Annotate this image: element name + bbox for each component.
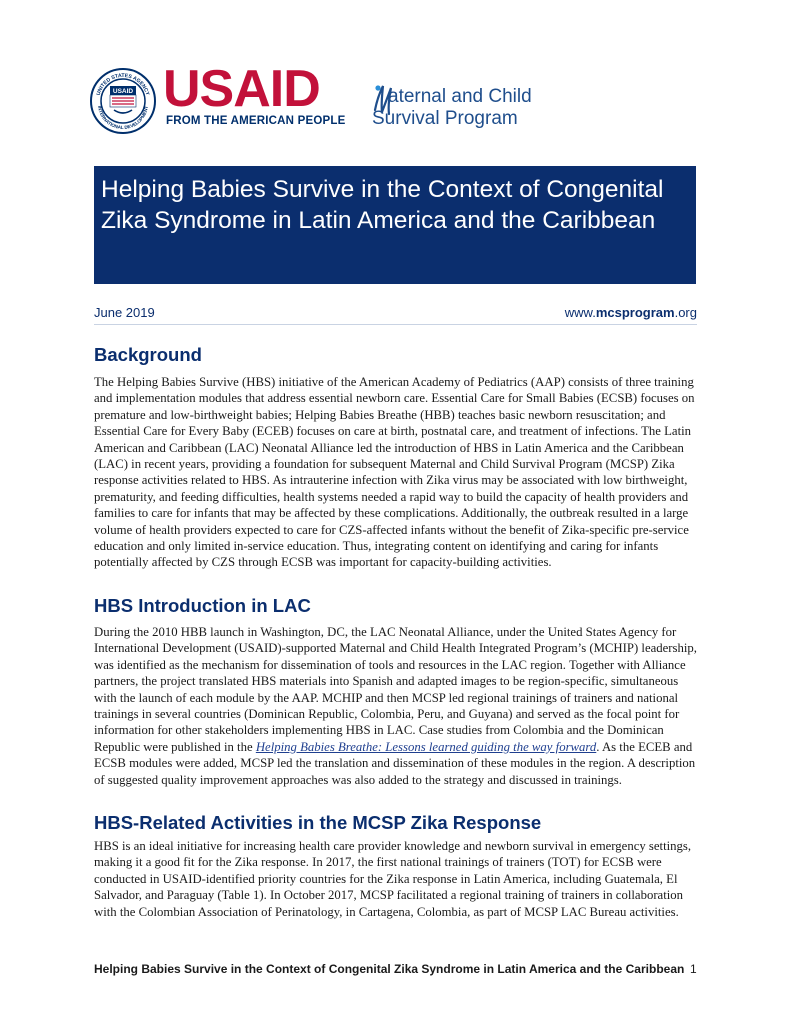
url-suffix: .org (674, 305, 697, 320)
page-number: 1 (690, 962, 697, 976)
svg-text:INTERNATIONAL DEVELOPMENT: INTERNATIONAL DEVELOPMENT (97, 105, 149, 131)
hbb-lessons-link[interactable]: Helping Babies Breathe: Lessons learned guiding the way forward (255, 739, 597, 754)
hbs-introduction-paragraph (94, 624, 699, 788)
divider (94, 324, 697, 325)
section-heading-hbs-introduction: HBS Introduction in LAC (94, 595, 311, 616)
svg-text:USAID: USAID (112, 88, 134, 95)
zika-response-paragraph: HBS is an ideal initiative for increasing health care provider knowledge and newborn survival in emergency settings, making it a good fit for the Zika response. In 2017, the first national trainings of trainers (TOT) for ECSB were conducted in USAID-identified priority countries for the Zika response in Latin America, including Guatemala, El Salvador, and Paraguay (Table 1). In October 2017, MCSP facilitated a regional training of trainers in collaboration with the Colombian Association of Perinatology, in Cartagena, Colombia, as part of MCSP LAC Bureau activities. (94, 839, 692, 919)
section-heading-zika-response: HBS-Related Activities in the MCSP Zika Response (94, 812, 542, 833)
footer-title: Helping Babies Survive in the Context of Congenital Zika Syndrome in Latin America and the Caribbean (94, 962, 685, 976)
mcsp-name-line2: Survival Program (372, 108, 518, 129)
usaid-seal-logo (90, 68, 156, 134)
publication-date: June 2019 (94, 305, 155, 320)
background-paragraph: The Helping Babies Survive (HBS) initiative of the American Academy of Pediatrics (AAP) consists of three training and implementation modules that address essential newborn care. Essential Care for Small Babies (ECSB) focuses on premature and low-birthweight babies; Helping Babies Breathe (HBB) teaches basic newborn resuscitation; and Essential Care for Every Baby (ECEB) focuses on care at birth, postnatal care, and treatment of infections. The Latin American and Caribbean (LAC) Neonatal Alliance led the introduction of HBS in Latin America and the Caribbean (LAC) in recent years, providing a foundation for subsequent Maternal and Child Survival Program (MCSP) Zika response activities related to HBS. As intrauterine infection with Zika virus may be associated with low birthweight, prematurity, and feeding difficulties, health systems needed a rapid way to build the capacity of health providers and families to care for infants that may be affected by these complications. Additionally, the outbreak resulted in a large volume of health providers expected to care for CZS-affected infants without the benefit of Zika-specific pre-service education and only limited in-service education. Thus, integrating content on identifying and caring for infants potentially affected by CZS through ECSB was important for capacity-building activities. (94, 375, 695, 570)
usaid-wordmark: USAID (163, 60, 320, 118)
usaid-tagline: FROM THE AMERICAN PEOPLE (166, 115, 346, 127)
mcsp-name-line1: aternal and Child (388, 86, 532, 107)
svg-text:UNITED STATES AGENCY: UNITED STATES AGENCY (95, 72, 151, 97)
intro-text-part1: During the 2010 HBB launch in Washington, DC, the LAC Neonatal Alliance, under the United States Agency for International Development (USAID)-supported Maternal and Child Health Integrated Program’s (MCHIP) leadership, was identified as the mechanism for dissemination of tools and resources in the LAC region. Together with Alliance partners, the project translated HBS materials into Spanish and adapted images to be region-specific, simultaneous with the launch of each module by the AAP. MCHIP and then MCSP led regional trainings of trainers and national trainings in several countries (Dominican Republic, Colombia, Peru, and Guyana) and served as the focal point for information for other stakeholders implementing HBS in LAC. Case studies from Colombia and the Dominican Republic were published in the (94, 625, 697, 754)
url-domain: mcsprogram (595, 305, 675, 320)
website-link[interactable] (565, 305, 697, 320)
intro-text-part2: . As the ECEB and ECSB modules were added, MCSP led the translation and dissemination of these modules in the region. A description of suggested quality improvement approaches was also added to the strategy and discussed in trainings. (94, 739, 696, 787)
section-heading-background: Background (94, 344, 202, 365)
url-prefix: www. (564, 305, 596, 320)
document-title: Helping Babies Survive in the Context of Congenital Zika Syndrome in Latin America and the Caribbean (101, 176, 664, 234)
